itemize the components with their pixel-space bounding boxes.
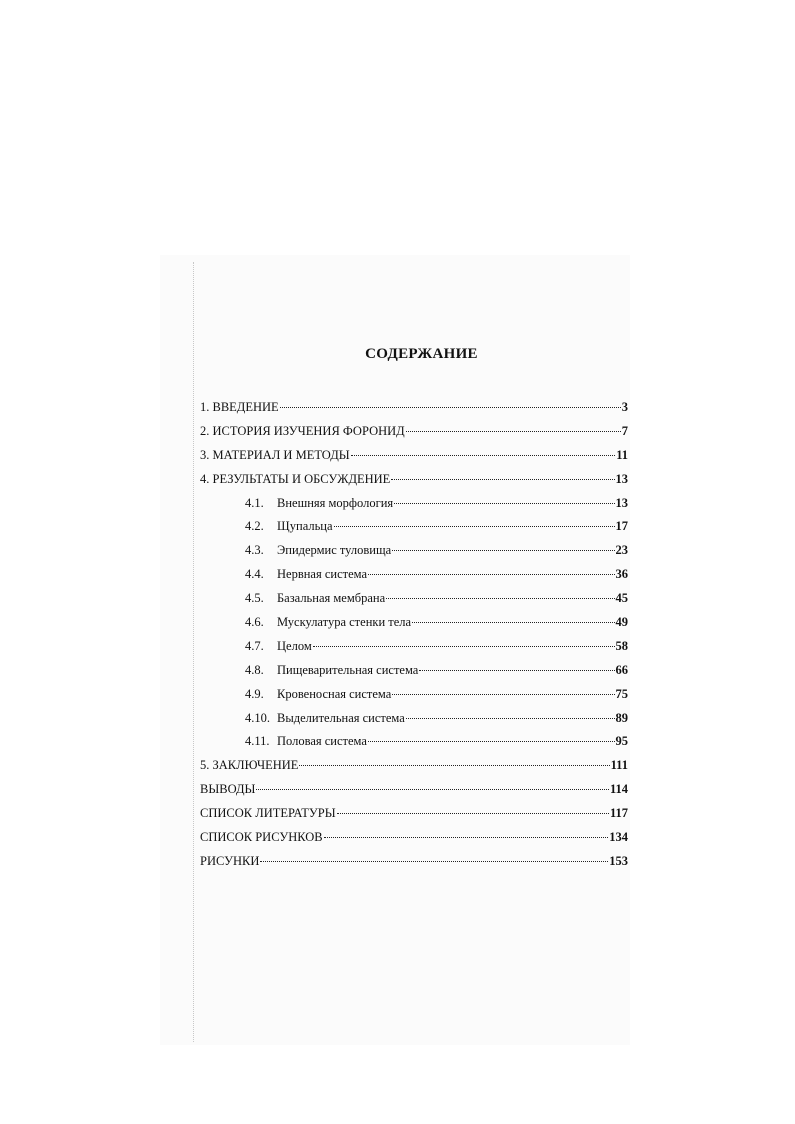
- toc-page-number: 111: [610, 758, 628, 773]
- toc-entry-number: 4.5.: [245, 591, 264, 606]
- toc-entry-number: 4.11.: [245, 734, 270, 749]
- toc-entry-label: Базальная мембрана: [277, 591, 386, 606]
- toc-entry: [200, 806, 628, 830]
- dot-leader: [406, 431, 621, 432]
- page-title: СОДЕРЖАНИЕ: [365, 346, 478, 362]
- toc-entry-label: Кровеносная система: [277, 686, 392, 701]
- dot-leader: [324, 837, 609, 838]
- dot-leader: [299, 765, 609, 766]
- toc-subentry: [200, 663, 628, 687]
- dot-leader: [392, 694, 614, 695]
- toc-page-number: 49: [615, 615, 628, 630]
- toc-page-number: 95: [615, 734, 628, 749]
- toc-entry-label: Эпидермис туловища: [277, 543, 392, 558]
- dot-leader: [412, 622, 614, 623]
- dot-leader: [386, 598, 614, 599]
- toc-entry: [200, 472, 628, 496]
- dot-leader: [368, 574, 614, 575]
- toc-entry-label: Пищеварительная система: [277, 662, 419, 677]
- toc-entry: [200, 400, 628, 424]
- toc-page-number: 117: [609, 806, 628, 821]
- toc-page-number: 13: [615, 471, 628, 486]
- toc-entry-number: 4.1.: [245, 495, 264, 510]
- dot-leader: [419, 670, 614, 671]
- toc-entry-label: Внешняя морфология: [277, 495, 394, 510]
- toc-entry: [200, 758, 628, 782]
- toc-page-number: 13: [615, 495, 628, 510]
- toc-subentry: [200, 734, 628, 758]
- toc-entry-number: 4.2.: [245, 519, 264, 534]
- dot-leader: [368, 741, 615, 742]
- toc-page-number: 7: [621, 423, 628, 438]
- scan-margin-artifact: [193, 262, 194, 1042]
- toc-subentry: [200, 519, 628, 543]
- toc-entry-label: 3. МАТЕРИАЛ И МЕТОДЫ: [200, 447, 350, 462]
- toc-entry-label: СПИСОК ЛИТЕРАТУРЫ: [200, 806, 336, 821]
- toc-entry: [200, 448, 628, 472]
- toc-entry: [200, 830, 628, 854]
- toc-entry-label: Нервная система: [277, 567, 368, 582]
- toc-page-number: 114: [609, 782, 628, 797]
- toc-subentry: [200, 687, 628, 711]
- toc-subentry: [200, 567, 628, 591]
- toc-entry-number: 4.10.: [245, 710, 270, 725]
- dot-leader: [337, 813, 609, 814]
- dot-leader: [392, 550, 614, 551]
- dot-leader: [260, 861, 608, 862]
- toc-subentry: [200, 639, 628, 663]
- toc-entry-label: Мускулатура стенки тела: [277, 615, 412, 630]
- toc-entry: [200, 854, 628, 878]
- toc-page-number: 89: [615, 710, 628, 725]
- toc-entry-label: ВЫВОДЫ: [200, 782, 256, 797]
- toc-subentry: [200, 711, 628, 735]
- toc-page-number: 134: [609, 830, 628, 845]
- toc-entry-label: Целом: [277, 638, 312, 653]
- dot-leader: [313, 646, 615, 647]
- toc-subentry: [200, 591, 628, 615]
- toc-entry-number: 4.9.: [245, 686, 264, 701]
- toc-entry-label: Выделительная система: [277, 710, 405, 725]
- toc-page-number: 45: [615, 591, 628, 606]
- toc-subentry: [200, 496, 628, 520]
- toc-page-number: 3: [621, 400, 628, 414]
- toc-page-number: 66: [615, 662, 628, 677]
- dot-leader: [391, 479, 614, 480]
- toc-entry-label: 1. ВВЕДЕНИЕ: [200, 400, 279, 414]
- toc-entry-label: 4. РЕЗУЛЬТАТЫ И ОБСУЖДЕНИЕ: [200, 471, 391, 486]
- toc-entry-number: 4.7.: [245, 638, 264, 653]
- table-of-contents: [200, 400, 628, 878]
- dot-leader: [256, 789, 609, 790]
- toc-page-number: 75: [615, 686, 628, 701]
- toc-entry-number: 4.4.: [245, 567, 264, 582]
- toc-page-number: 23: [615, 543, 628, 558]
- toc-entry-number: 4.3.: [245, 543, 264, 558]
- toc-page-number: 153: [609, 853, 628, 868]
- toc-page-number: 58: [615, 638, 628, 653]
- toc-page-number: 17: [615, 519, 628, 534]
- toc-page-number: 36: [615, 567, 628, 582]
- toc-subentry: [200, 615, 628, 639]
- toc-entry-number: 4.6.: [245, 615, 264, 630]
- toc-entry: [200, 782, 628, 806]
- dot-leader: [394, 503, 614, 504]
- toc-entry-number: 4.8.: [245, 662, 264, 677]
- toc-subentry: [200, 543, 628, 567]
- toc-entry-label: РИСУНКИ: [200, 853, 260, 868]
- dot-leader: [334, 526, 615, 527]
- toc-entry-label: Половая система: [277, 734, 367, 749]
- toc-entry-label: 2. ИСТОРИЯ ИЗУЧЕНИЯ ФОРОНИД: [200, 423, 405, 438]
- dot-leader: [351, 455, 616, 456]
- toc-page-number: 11: [616, 447, 628, 462]
- toc-entry-label: 5. ЗАКЛЮЧЕНИЕ: [200, 758, 299, 773]
- dot-leader: [280, 407, 621, 408]
- dot-leader: [406, 718, 615, 719]
- toc-entry-label: СПИСОК РИСУНКОВ: [200, 830, 323, 845]
- toc-entry-label: Щупальца: [277, 519, 333, 534]
- toc-entry: [200, 424, 628, 448]
